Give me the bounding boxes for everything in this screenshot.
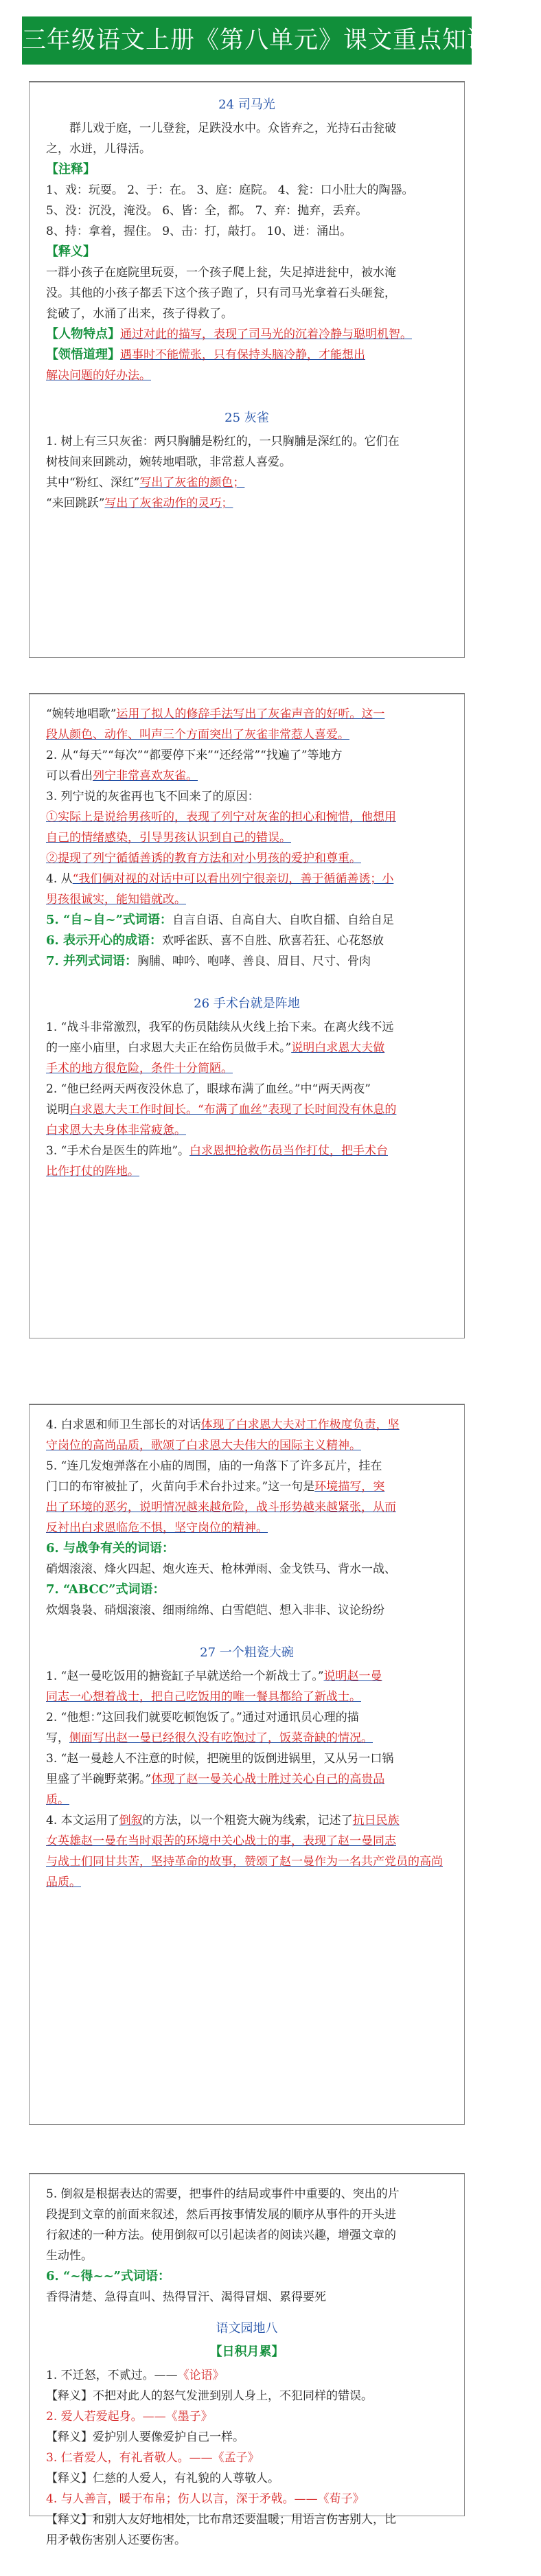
analysis-text: ①实际上是说给男孩听的，表现了列宁对灰雀的担心和惋惜，他想用: [46, 810, 396, 824]
quote-text: 其中“粉红、深红”: [46, 476, 140, 490]
garden-title: 语文园地八: [216, 2321, 278, 2336]
analysis-text: 说明白求恩大夫做: [291, 1041, 385, 1055]
card-lesson-26-27: [29, 1404, 465, 2125]
analysis-text: 比作打仗的阵地。: [46, 1165, 139, 1178]
text-line: 段提到文章的前面来叙述，然后再按事情发展的顺序从事件的开头进: [46, 2208, 396, 2222]
lesson-26-title: 26 手术台就是阵地: [194, 996, 300, 1011]
word-list: 胸脯、呻吟、咆哮、善良、眉目、尺寸、骨肉: [137, 955, 371, 968]
analysis-text: 体现了赵一曼关心战士胜过关心自己的高贵品: [151, 1773, 385, 1786]
explanation-text: 【释义】仁慈的人爱人，有礼貌的人尊敬人。: [46, 2472, 279, 2485]
daily-tag: 【日积月累】: [209, 2345, 284, 2359]
translation-line: 没。其他的小孩子都丢下这个孩子跑了，只有司马光拿着石头砸瓮，: [46, 286, 396, 300]
analysis-text: 说明赵一曼: [323, 1669, 382, 1683]
lesson-24-title: 24 司马光: [218, 98, 275, 112]
analysis-text: 白求恩把抢救伤员当作打仗，把手术台: [189, 1144, 389, 1158]
text-line: [46, 1099, 448, 1120]
annotation-item: 1、戏：玩耍。: [46, 183, 124, 197]
word-list: 欢呼雀跃、喜不自胜、欣喜若狂、心花怒放: [162, 934, 384, 948]
plain-text: 为线索，记述了: [270, 1814, 353, 1827]
annotation-tag: 【注释】: [46, 162, 95, 176]
quote-text: 1. 不迁怒，不贰过。——: [46, 2369, 178, 2382]
explanation-text: 【释义】爱护别人要像爱护自己一样。: [46, 2430, 244, 2444]
annotation-item: 4、瓮：口小肚大的陶器。: [277, 183, 414, 197]
lesson-tag: 【领悟道理】: [46, 347, 120, 362]
text-line: [46, 1141, 448, 1161]
word-list: 自言自语、自高自大、自吹自擂、自给自足: [172, 913, 394, 927]
word-row: [46, 931, 448, 951]
text-line: [46, 704, 448, 725]
plain-text: 4. 白求恩和师卫生部长的对话: [46, 1418, 201, 1432]
text-line: [46, 1666, 448, 1687]
quote-row: [46, 2365, 448, 2386]
card-lesson-25-26: [29, 693, 465, 1338]
quote-text: 3. “手术台是医生的阵地”。: [46, 1144, 190, 1158]
word-tag: 6. 表示开心的成语：: [46, 933, 163, 948]
word-tag: 5. “自~自~”式词语：: [46, 913, 172, 927]
text-line: [46, 869, 448, 889]
text-line: 2. “他想：”这回我们就要吃顿饱饭了。”通过对通讯员心理的描: [46, 1711, 359, 1724]
analysis-text: 手术的地方很危险，条件十分简陋。: [46, 1062, 233, 1075]
analysis-text: 运用了拟人的修辞手法写出了灰雀声音的好听。这一: [116, 707, 385, 721]
plain-text: 4. 从: [46, 872, 73, 886]
text-line: 2. “他已经两天两夜没休息了，眼球布满了血丝。”中“两天两夜”: [46, 1082, 371, 1096]
analysis-text: 列宁非常喜欢灰雀。: [93, 769, 198, 783]
translation-tag: 【释义】: [46, 244, 95, 259]
lesson-text: 解决问题的好办法。: [46, 369, 151, 383]
quote-text: “来回跳跃”: [46, 497, 105, 510]
analysis-text: 环境描写，突: [314, 1480, 385, 1494]
analysis-text: 与战士们同甘共苦，坚持革命的故事，赞颂了赵一曼作为一名共产党员的高尚品质。: [46, 1855, 443, 1889]
analysis-text: 反衬出白求恩临危不惧，坚守岗位的精神。: [46, 1521, 268, 1535]
text-line: 5. “连几发炮弹落在小庙的周围，庙的一角落下了许多瓦片，挂在: [46, 1459, 382, 1473]
quote-text: 4. 与人善言，暖于布帛；伤人以言，深于矛戟。——《荀子》: [46, 2492, 365, 2506]
text-line: 1. “战斗非常激烈，我军的伤员陆续从火线上抬下来。在离火线不远: [46, 1021, 394, 1034]
annotation-row: [46, 180, 448, 201]
explanation-text: 【释义】和别人友好地相处，比布帛还要温暖；用语言伤害别人，比: [46, 2513, 396, 2527]
lesson-24-text-line: 之，水迸，儿得活。: [46, 142, 151, 156]
word-tag: 7. “ABCC”式词语：: [46, 1582, 165, 1597]
plain-text: 说明: [46, 1103, 69, 1117]
page: [0, 16, 541, 2576]
explanation-text: 【释义】不把对此人的怒气发泄到别人身上，不犯同样的错误。: [46, 2389, 373, 2403]
analysis-text: ②提现了列宁循循善诱的教育方法和对小男孩的爱护和尊重。: [46, 852, 361, 865]
analysis-text: 白求恩大夫工作时间长。“布满了血丝”表现了长时间没有休息的: [69, 1103, 397, 1117]
text-line: [46, 1810, 448, 1831]
word-list: 硝烟滚滚、烽火四起、炮火连天、枪林弹雨、金戈铁马、背水一战、: [46, 1562, 396, 1576]
analysis-text: 守岗位的高尚品质，歌颂了白求恩大夫伟大的国际主义精神。: [46, 1439, 361, 1452]
page-banner: [22, 16, 541, 65]
banner-title: 三年级语文上册《第八单元》课文重点知识归纳: [22, 27, 541, 54]
plain-text: 可以看出: [46, 769, 93, 783]
text-line: 行叙述的一种方法。使用倒叙可以引起读者的阅读兴趣，增强文章的: [46, 2229, 396, 2242]
word-tag: 7. 并列式词语：: [46, 954, 138, 968]
word-row: [46, 910, 448, 931]
analysis-text: 质。: [46, 1793, 69, 1807]
lesson-25-line: [46, 493, 448, 514]
analysis-text: “我们俩对视的对话中可以看出列宁很亲切，善于循循善诱；小: [72, 872, 394, 886]
word-row: [46, 951, 448, 972]
text-line: [46, 1038, 448, 1058]
lesson-row: [46, 345, 448, 365]
analysis-text: 同志一心想着战士，把自己吃饭用的唯一餐具都给了新战士。: [46, 1690, 361, 1704]
quote-text: 2. 爱人若爱起身。——《墨子》: [46, 2410, 213, 2424]
annotation-item: 2、于：在。: [127, 183, 194, 197]
annotation-row: [46, 221, 448, 242]
text-line: [46, 1769, 448, 1790]
annotation-item: 8、持：拿着，握住。: [46, 225, 159, 238]
text-line: 5. 倒叙是根据表达的需要，把事件的结局或事件中重要的、突出的片: [46, 2187, 400, 2201]
text-line: 2. 从“每天”“每次”“都要停下来”“还经常”“找遍了”等地方: [46, 749, 343, 762]
lesson-24-text-line: 群儿戏于庭，一儿登瓮，足跌没水中。众皆弃之，光持石击瓮破: [69, 122, 396, 135]
word-list: 炊烟袅袅、硝烟滚滚、细雨绵绵、白雪皑皑、想入非非、议论纷纷: [46, 1604, 384, 1617]
text-line: [46, 766, 448, 786]
word-tag: 6. “~得~~”式词语：: [46, 2269, 171, 2283]
annotation-item: 3、庭：庭院。: [196, 183, 275, 197]
analysis-text: 白求恩大夫身体非常疲惫。: [46, 1124, 186, 1137]
quote-text: 3. 仁者爱人，有礼者敬人。——《孟子》: [46, 2451, 260, 2465]
word-tag: 6. 与战争有关的词语：: [46, 1541, 175, 1555]
annotation-item: 6、皆：全，都。: [162, 204, 252, 218]
lesson-text: 遇事时不能慌张，只有保持头脑冷静，才能想出: [120, 348, 365, 362]
plain-text: 4. 本文运用了: [46, 1814, 119, 1827]
analysis-text: 侧面写出赵一曼已经很久没有吃饱过了，饭菜奇缺的情况。: [69, 1731, 373, 1745]
lesson-25-line: 树枝间来回跳动，婉转地唱歌，非常惹人喜爱。: [46, 455, 291, 469]
text-line: 3. “赵一曼趁人不注意的时候，把碗里的饭倒进锅里，又从另一口锅: [46, 1752, 394, 1766]
analysis-text: 写出了灰雀动作的灵巧；: [104, 497, 233, 510]
quote-text: “婉转地唱歌”: [46, 707, 117, 721]
translation-line: 瓮破了，水涌了出来，孩子得救了。: [46, 307, 233, 321]
annotation-item: 9、击：打，敲打。: [162, 225, 264, 238]
quote-text: 1. “赵一曼吃饭用的搪瓷缸子早就送给一个新战士了。”: [46, 1669, 324, 1683]
quote-text: 里盛了半碗野菜粥。”: [46, 1773, 152, 1786]
character-text: 通过对此的描写，表现了司马光的沉着冷静与聪明机智。: [120, 328, 412, 341]
word-list: 香得清楚、急得直叫、热得冒汗、渴得冒烟、累得要死: [46, 2290, 326, 2304]
analysis-text: 体现了白求恩大夫对工作极度负责，坚: [200, 1418, 400, 1432]
lesson-25-title: 25 灰雀: [225, 411, 269, 425]
analysis-text: 女英雄赵一曼在当时艰苦的环境中关心战士的事，表现了赵一曼同志: [46, 1834, 396, 1848]
highlight-text: 倒叙: [119, 1814, 143, 1827]
annotation-item: 10、迸：涌出。: [266, 225, 352, 238]
plain-text: 写，: [46, 1731, 69, 1745]
quote-text: 的一座小庙里，白求恩大夫正在给伤员做手术。”: [46, 1041, 292, 1055]
analysis-text: 出了环境的恶劣，说明情况越来越危险，战斗形势越来越紧张，从而: [46, 1501, 396, 1514]
card-lesson-27-garden: [29, 2173, 465, 2547]
highlight-text: 抗日民族: [352, 1814, 400, 1827]
annotation-item: 7、弃：抛弃，丢弃。: [255, 204, 368, 218]
plain-text: 的方法，以一个粗瓷大碗: [142, 1814, 271, 1827]
lesson-25-line: 1. 树上有三只灰雀：两只胸脯是粉红的，一只胸脯是深红的。它们在: [46, 435, 400, 448]
analysis-text: 写出了灰雀的颜色；: [139, 476, 245, 490]
quote-source: 《论语》: [177, 2369, 225, 2382]
text-line: [46, 1415, 448, 1435]
lesson-27-title: 27 一个粗瓷大碗: [200, 1645, 294, 1660]
card-lesson-24-25: [29, 81, 465, 658]
character-trait-row: [46, 324, 448, 345]
lesson-25-line: [46, 472, 448, 493]
explanation-text: 用矛戟伤害别人还要伤害。: [46, 2533, 186, 2547]
analysis-text: 男孩很诚实，能知错就改。: [46, 893, 186, 907]
annotation-item: 5、没：沉没，淹没。: [46, 204, 159, 218]
text-line: [46, 1477, 448, 1497]
analysis-text: 自己的情绪感染，引导男孩认识到自己的错误。: [46, 831, 291, 845]
text-line: [46, 1728, 448, 1748]
text-line: 生动性。: [46, 2249, 93, 2263]
text-line: 3. 列宁说的灰雀再也飞不回来了的原因：: [46, 790, 260, 803]
translation-line: 一群小孩子在庭院里玩耍，一个孩子爬上瓮，失足掉进瓮中，被水淹: [46, 266, 396, 280]
plain-text: 门口的布帘被扯了，火苗向手术台扑过来。”这一句是: [46, 1480, 315, 1494]
character-tag: 【人物特点】: [46, 327, 120, 341]
analysis-text: 段从颜色、动作、叫声三个方面突出了灰雀非常惹人喜爱。: [46, 728, 349, 742]
annotation-row: [46, 201, 448, 221]
